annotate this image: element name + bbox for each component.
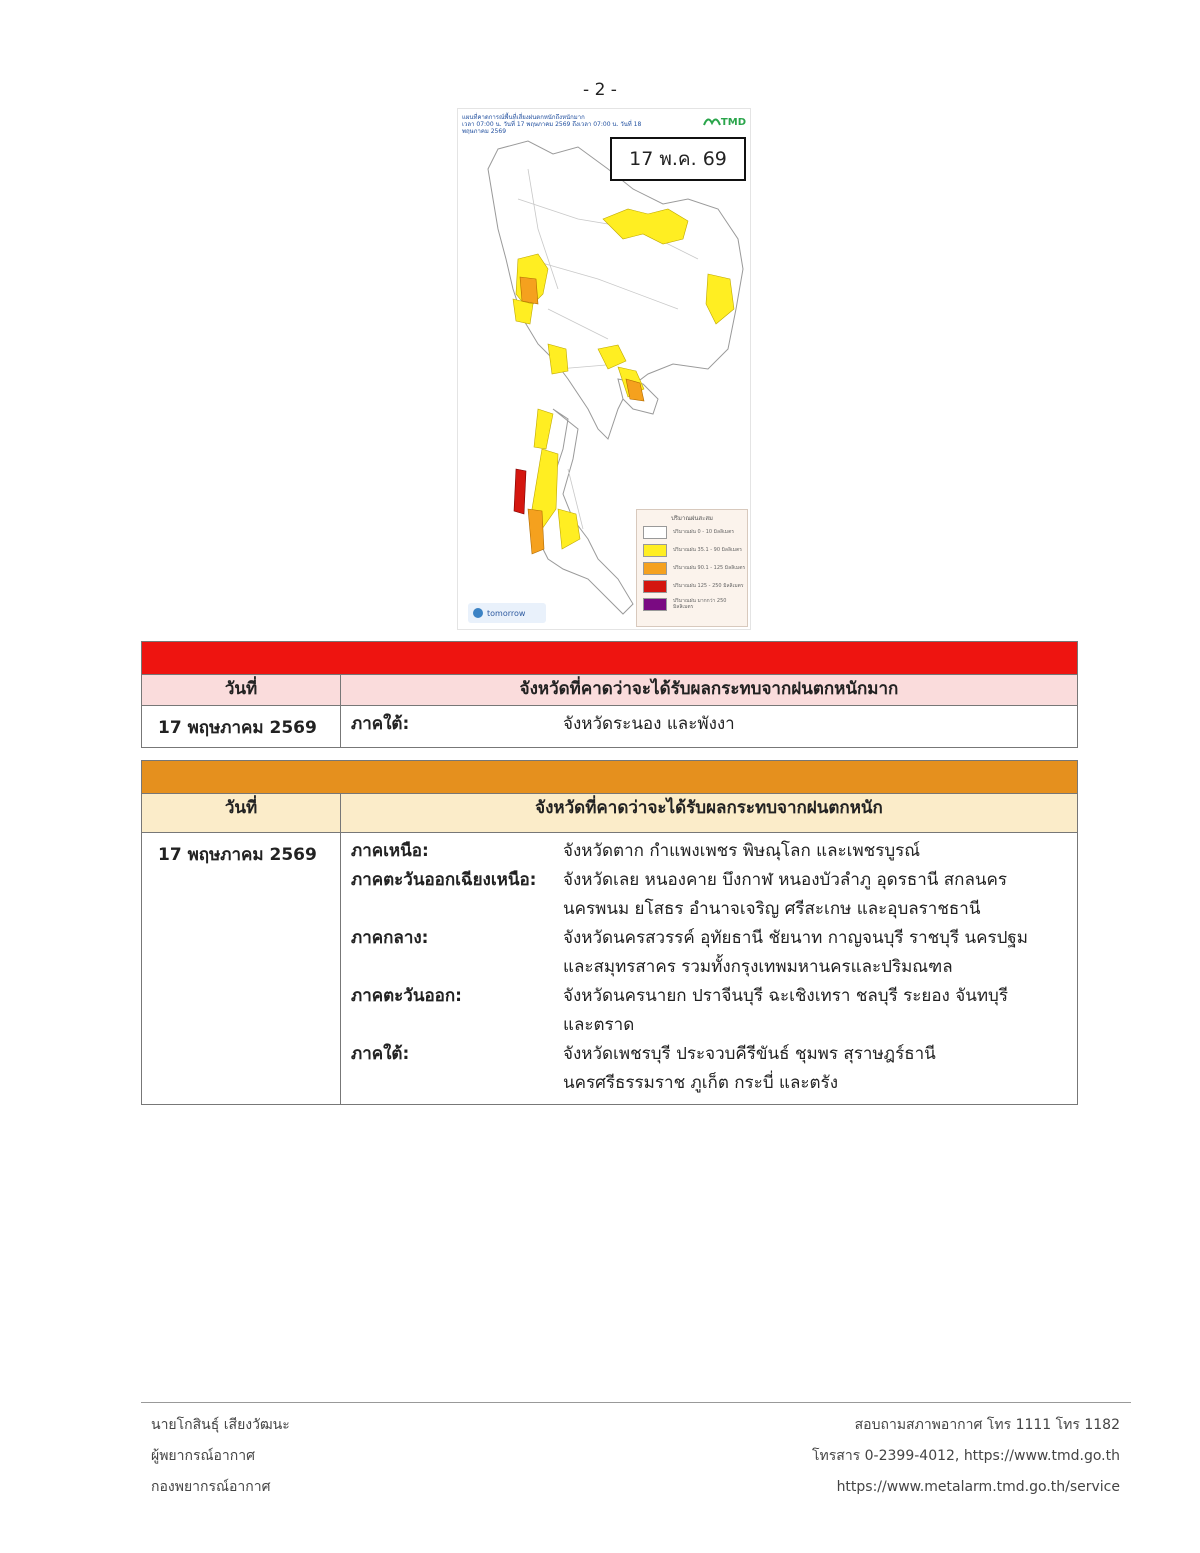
- table-row: [142, 833, 1078, 1105]
- region-provinces: [563, 837, 1077, 866]
- legend-label: ปริมาณฝน มากกว่า 250 มิลลิเมตร: [673, 598, 727, 610]
- region-provinces: [563, 982, 1077, 1040]
- region-row: [341, 982, 1077, 1040]
- region-row: [341, 866, 1077, 924]
- contact-fax-website[interactable]: โทรสาร 0-2399-4012, https://www.tmd.go.th: [812, 1448, 1120, 1464]
- region-row: [341, 837, 1077, 866]
- legend-label: ปริมาณฝน 125 - 250 มิลลิเมตร: [673, 583, 744, 589]
- footer-divider: [141, 1402, 1131, 1403]
- legend-swatch: [643, 562, 667, 575]
- region-name: ภาคเหนือ:: [351, 841, 429, 861]
- region-name: ภาคตะวันออก:: [351, 986, 462, 1006]
- contact-phone: สอบถามสภาพอากาศ โทร 1111 โทร 1182: [854, 1417, 1120, 1433]
- province-line: และสมุทรสาคร รวมทั้งกรุงเทพมหานครและปริมณฑล: [563, 957, 953, 977]
- legend-label: ปริมาณฝน 90.1 - 125 มิลลิเมตร: [673, 565, 746, 571]
- rain-forecast-map: [457, 108, 751, 630]
- region-name: ภาคใต้:: [351, 714, 410, 734]
- header-date: วันที่: [142, 675, 341, 706]
- legend-item: [637, 595, 747, 613]
- map-legend: [636, 509, 748, 627]
- region-provinces: [563, 866, 1077, 924]
- contact-service-link[interactable]: https://www.metalarm.tmd.go.th/service: [836, 1479, 1120, 1495]
- tomorrow-credit: [468, 603, 546, 623]
- legend-swatch: [643, 544, 667, 557]
- province-line: จังหวัดระนอง และพังงา: [563, 714, 735, 734]
- table-row: [142, 706, 1078, 748]
- legend-swatch: [643, 526, 667, 539]
- province-line: จังหวัดนครนายก ปราจีนบุรี ฉะเชิงเทรา ชลบุรี ระยอง จันทบุรี: [563, 986, 1008, 1006]
- header-date: วันที่: [142, 794, 341, 833]
- province-line: จังหวัดตาก กำแพงเพชร พิษณุโลก และเพชรบูรณ์: [563, 841, 921, 861]
- tmd-logo-text: TMD: [720, 117, 746, 128]
- legend-item: [637, 541, 747, 559]
- province-line: นครพนม ยโสธร อำนาจเจริญ ศรีสะเกษ และอุบลราชธานี: [563, 899, 981, 919]
- tomorrow-logo-icon: [473, 608, 483, 618]
- legend-label: ปริมาณฝน 35.1 - 90 มิลลิเมตร: [673, 547, 742, 553]
- region-row: [341, 924, 1077, 982]
- region-provinces: [563, 710, 1077, 739]
- tomorrow-credit-text: tomorrow: [487, 608, 526, 618]
- row-provinces: [341, 833, 1078, 1105]
- region-name: ภาคตะวันออกเฉียงเหนือ:: [351, 870, 537, 890]
- province-line: จังหวัดเลย หนองคาย บึงกาฬ หนองบัวลำภู อุดรธานี สกลนคร: [563, 870, 1008, 890]
- province-line: นครศรีธรรมราช ภูเก็ต กระบี่ และตรัง: [563, 1073, 838, 1093]
- very-heavy-rain-table: [141, 641, 1078, 748]
- region-provinces: [563, 1040, 1077, 1098]
- page-number: - 2 -: [583, 80, 617, 100]
- forecaster-title: ผู้พยากรณ์อากาศ: [151, 1448, 255, 1464]
- legend-item: [637, 559, 747, 577]
- region-name: ภาคใต้:: [351, 1044, 410, 1064]
- map-title-line1: แผนที่คาดการณ์พื้นที่เสี่ยงฝนตกหนักถึงหนักมาก: [462, 114, 585, 121]
- row-provinces: [341, 706, 1078, 748]
- map-title-line2: เวลา 07:00 น. วันที่ 17 พฤษภาคม 2569 ถึงเวลา 07:00 น. วันที่ 18 พฤษภาคม 2569: [462, 121, 642, 135]
- legend-title: ปริมาณฝนสะสม: [670, 515, 714, 522]
- legend-item: [637, 577, 747, 595]
- division-name: กองพยากรณ์อากาศ: [151, 1479, 271, 1495]
- red-alert-bar: [142, 642, 1078, 675]
- footer-signature: [151, 1410, 290, 1503]
- heavy-rain-table: [141, 760, 1078, 1105]
- forecaster-name: นายโกสินธุ์ เสียงวัฒนะ: [151, 1417, 290, 1433]
- region-name: ภาคกลาง:: [351, 928, 429, 948]
- legend-swatch: [643, 598, 667, 611]
- row-date: 17 พฤษภาคม 2569: [142, 833, 341, 1105]
- region-provinces: [563, 924, 1077, 982]
- header-provinces: จังหวัดที่คาดว่าจะได้รับผลกระทบจากฝนตกหนักมาก: [341, 675, 1078, 706]
- orange-alert-bar: [142, 761, 1078, 794]
- region-row: [341, 710, 1077, 739]
- region-row: [341, 1040, 1077, 1098]
- province-line: จังหวัดนครสวรรค์ อุทัยธานี ชัยนาท กาญจนบุรี ราชบุรี นครปฐม: [563, 928, 1029, 948]
- province-line: จังหวัดเพชรบุรี ประจวบคีรีขันธ์ ชุมพร สุราษฎร์ธานี: [563, 1044, 936, 1064]
- map-date-label: 17 พ.ค. 69: [610, 137, 746, 181]
- legend-label: ปริมาณฝน 0 - 10 มิลลิเมตร: [673, 529, 735, 535]
- row-date: 17 พฤษภาคม 2569: [142, 706, 341, 748]
- legend-swatch: [643, 580, 667, 593]
- legend-item: [637, 523, 747, 541]
- province-line: และตราด: [563, 1015, 635, 1035]
- header-provinces: จังหวัดที่คาดว่าจะได้รับผลกระทบจากฝนตกหนัก: [341, 794, 1078, 833]
- footer-contact: [812, 1410, 1120, 1503]
